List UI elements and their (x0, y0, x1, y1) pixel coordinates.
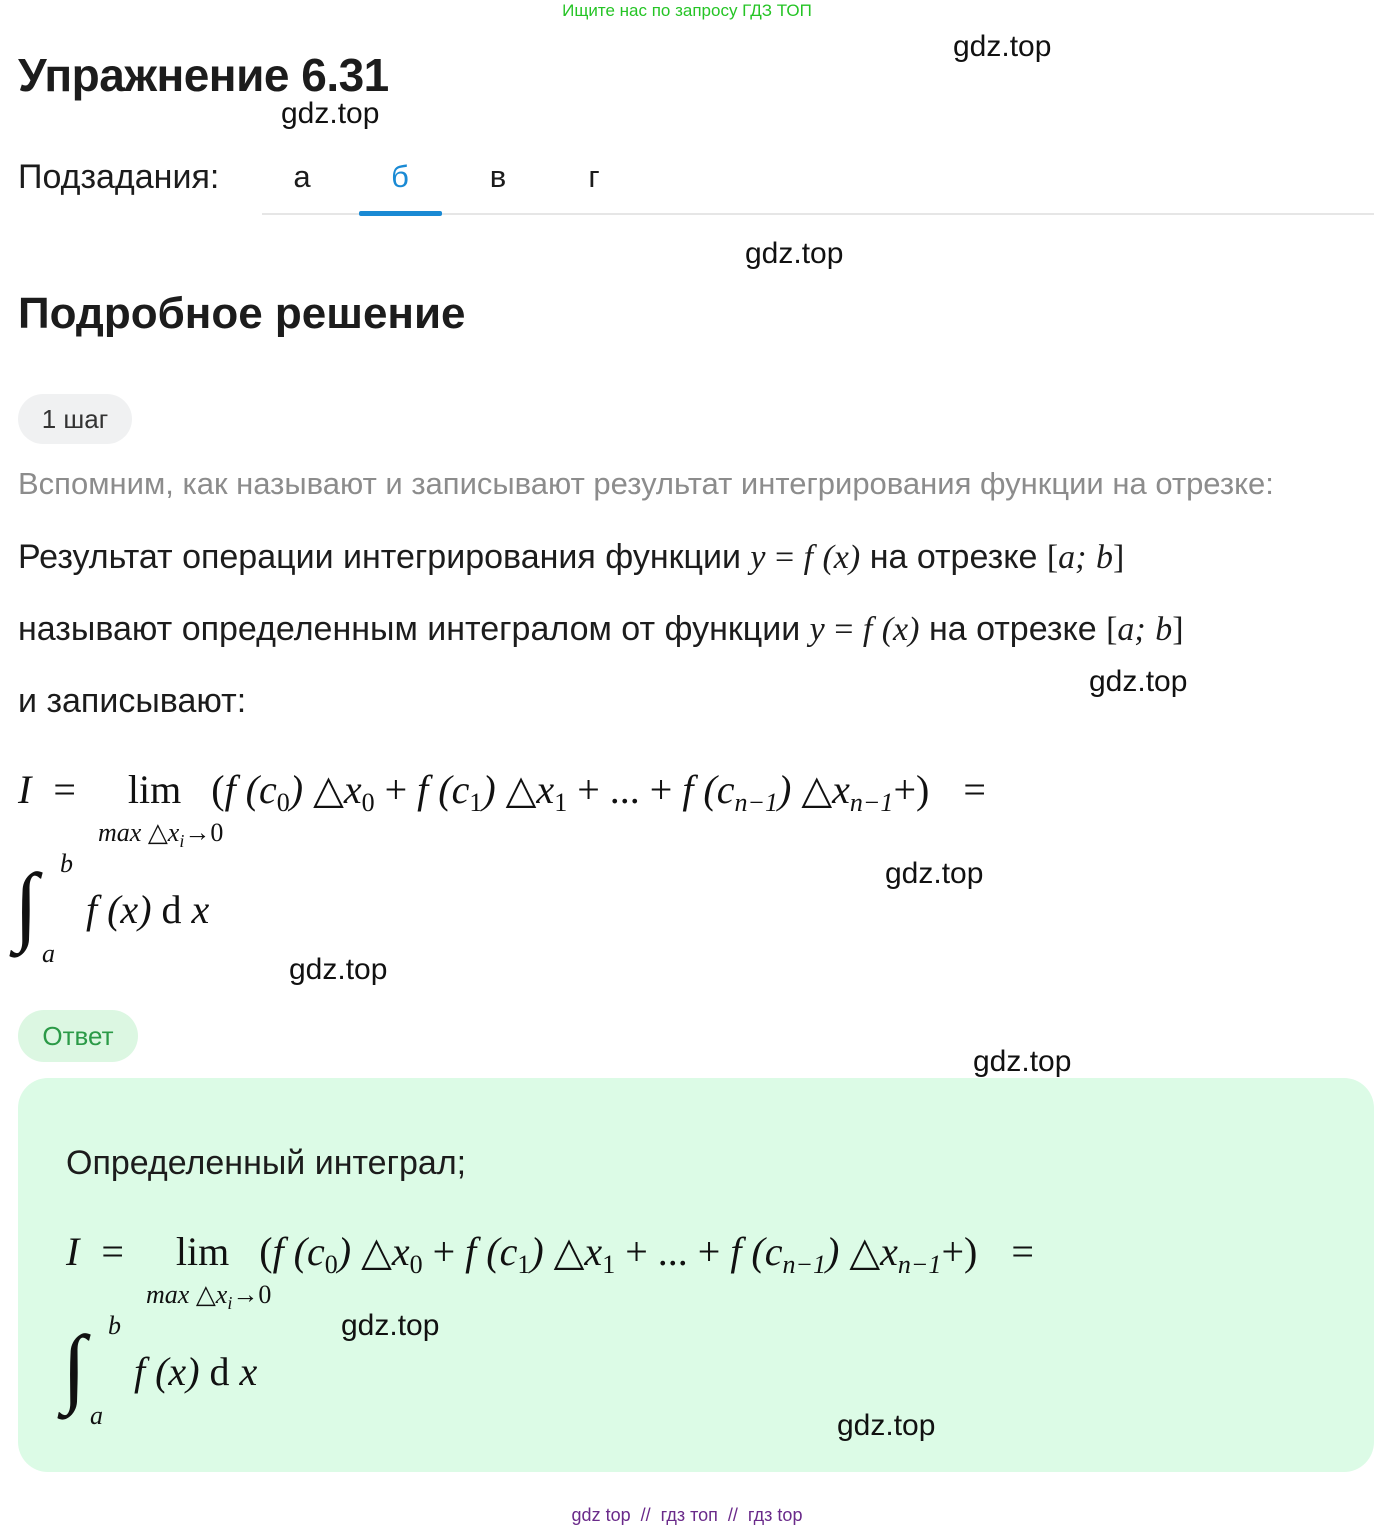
paragraph-text: называют определенным интегралом от функции (18, 610, 801, 648)
formula-open: ( (259, 1229, 273, 1274)
formula-eq2: = (963, 767, 986, 812)
formula-dx0: ) △x (289, 767, 362, 812)
func-y: y (809, 611, 825, 648)
paragraph-line-3: и записывают: (18, 682, 247, 720)
integrand-d: d (161, 887, 182, 932)
watermark: gdz.top (289, 953, 388, 986)
formula-dxn: ) △x (778, 767, 850, 812)
func-f: f (862, 611, 873, 648)
integrand-var: x (191, 887, 210, 932)
formula-eq2: = (1011, 1229, 1034, 1274)
answer-text: Определенный интеграл; (66, 1144, 467, 1182)
lim-sub-to: →0 (232, 1280, 272, 1309)
formula-dxn: ) △x (826, 1229, 898, 1274)
formula-sub0b: 0 (409, 1250, 423, 1279)
paragraph-text: Результат операции интегрирования функции (18, 538, 741, 576)
formula-plus: + (432, 1229, 456, 1274)
func-arg: (x) (881, 611, 920, 648)
footer-links[interactable]: gdz top // гдз топ // гдз top (571, 1505, 803, 1525)
formula-term1: f (c (417, 767, 470, 812)
watermark: gdz.top (745, 237, 844, 270)
func-f: f (803, 539, 814, 576)
formula-sub1b: 1 (602, 1250, 616, 1279)
step-badge: 1 шаг (18, 394, 132, 444)
lim-sub-text: max △x (146, 1280, 228, 1309)
formula-sub1b: 1 (554, 788, 568, 817)
answer-integral-upper: b (108, 1311, 121, 1340)
seg-close: ] (1172, 611, 1184, 648)
func-eq: = (834, 611, 854, 648)
formula-subnb: n−1 (897, 1250, 942, 1279)
formula-termn: f (c (682, 767, 735, 812)
integral-upper: b (60, 849, 73, 878)
formula-termn: f (c (730, 1229, 783, 1274)
integrand (86, 886, 209, 934)
formula-sub0b: 0 (361, 788, 375, 817)
formula-sub1: 1 (469, 788, 483, 817)
watermark: gdz.top (837, 1409, 936, 1442)
formula-sub1: 1 (517, 1250, 531, 1279)
paragraph-line-2 (18, 607, 1184, 652)
active-tab-indicator (359, 211, 442, 216)
tab-v[interactable]: в (489, 159, 507, 194)
hint-text: Вспомним, как называют и записывают результат интегрирования функции на отрезке: (18, 466, 1274, 501)
search-hint: Ищите нас по запросу ГДЗ ТОП (562, 1, 812, 20)
watermark: gdz.top (953, 30, 1052, 63)
seg-b: b (1095, 539, 1113, 576)
section-title: Подробное решение (18, 289, 466, 338)
page-title: Упражнение 6.31 (18, 49, 389, 101)
integrand-fx: f (x) (134, 1349, 200, 1394)
tab-g[interactable]: г (588, 159, 600, 194)
formula-sub0: 0 (276, 788, 290, 817)
watermark: gdz.top (885, 857, 984, 890)
formula-lim: lim (127, 767, 182, 812)
formula-dx1: ) △x (530, 1229, 603, 1274)
formula-term1: f (c (465, 1229, 518, 1274)
formula-limit-line (18, 766, 986, 817)
formula-subnb: n−1 (849, 788, 894, 817)
lim-sub-i: i (179, 831, 185, 852)
integrand-fx: f (x) (86, 887, 152, 932)
lim-sub-i: i (227, 1293, 233, 1314)
formula-term0: f (c (224, 767, 277, 812)
func-arg: (x) (822, 539, 861, 576)
seg-close: ] (1112, 539, 1125, 576)
formula-eq: = (53, 767, 76, 812)
lim-sub-to: →0 (184, 818, 224, 847)
seg-b: b (1155, 611, 1173, 648)
formula-open: ( (211, 767, 225, 812)
formula-term0: f (c (272, 1229, 325, 1274)
formula-eq: = (101, 1229, 124, 1274)
formula-dx1: ) △x (482, 767, 555, 812)
answer-formula-lim-subscript (146, 1280, 271, 1318)
seg-open: [ (1046, 539, 1059, 576)
formula-lhs: I (66, 1229, 80, 1274)
integrand-var: x (239, 1349, 258, 1394)
integrand-d: d (209, 1349, 230, 1394)
subtasks-label: Подзадания: (18, 158, 220, 196)
tab-b[interactable]: б (391, 159, 409, 194)
func-eq: = (774, 539, 795, 576)
answer-integral-sign: ∫ (62, 1319, 87, 1416)
formula-tail: +) (893, 767, 930, 812)
func-y: y (750, 539, 766, 576)
formula-lhs: I (18, 767, 32, 812)
on-segment-text: на отрезке (928, 610, 1097, 648)
lim-sub-text: max △x (98, 818, 180, 847)
tab-a[interactable]: а (293, 159, 311, 194)
formula-sub0: 0 (324, 1250, 338, 1279)
answer-integral-lower: a (90, 1401, 103, 1430)
integral-sign: ∫ (14, 857, 39, 954)
formula-tail: +) (941, 1229, 978, 1274)
paragraph-line-1 (18, 535, 1124, 580)
formula-subn: n−1 (782, 1250, 827, 1279)
watermark: gdz.top (341, 1309, 440, 1342)
answer-badge: Ответ (18, 1010, 138, 1062)
formula-dots: + ... + (577, 767, 673, 812)
formula-lim-subscript (98, 818, 223, 856)
on-segment-text: на отрезке (869, 538, 1038, 576)
formula-dots: + ... + (625, 1229, 721, 1274)
formula-dx0: ) △x (337, 1229, 410, 1274)
formula-lim: lim (175, 1229, 230, 1274)
answer-formula-limit-line (66, 1228, 1034, 1279)
formula-subn: n−1 (734, 788, 779, 817)
integral-lower: a (42, 939, 55, 968)
formula-plus: + (384, 767, 408, 812)
watermark: gdz.top (973, 1045, 1072, 1078)
seg-a: a; (1058, 539, 1087, 576)
seg-a: a; (1117, 611, 1146, 648)
watermark: gdz.top (281, 97, 380, 130)
watermark: gdz.top (1089, 665, 1188, 698)
answer-integrand (134, 1348, 257, 1396)
seg-open: [ (1106, 611, 1118, 648)
